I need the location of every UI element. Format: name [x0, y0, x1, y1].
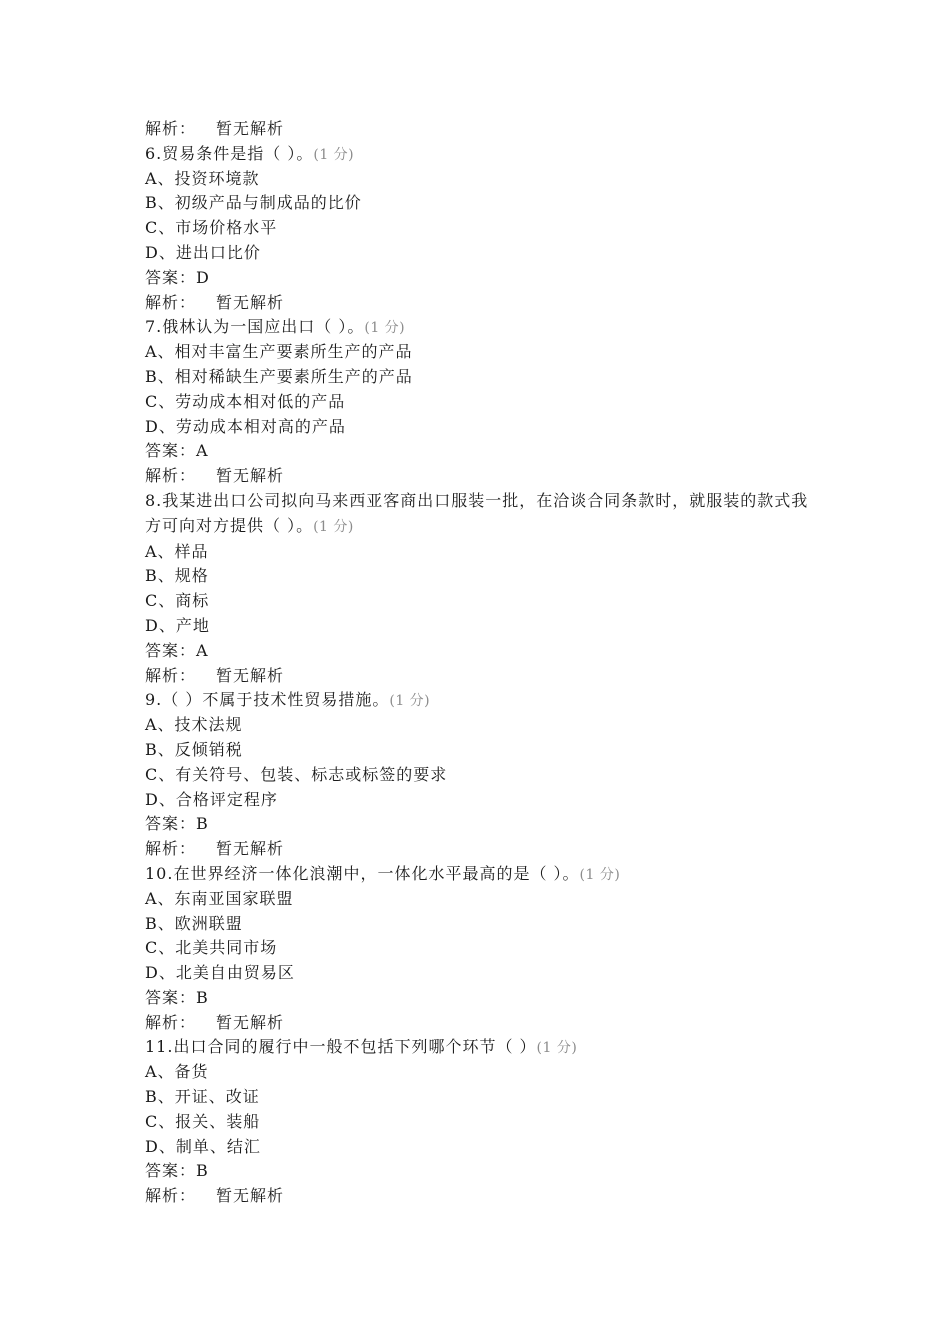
analysis-label: 解析：	[145, 119, 197, 138]
option-b: B、规格	[145, 566, 209, 586]
analysis-text: 暂无解析	[216, 119, 285, 138]
answer-value: D	[196, 267, 210, 287]
option-d: D、合格评定程序	[145, 789, 278, 809]
analysis-line: 解析： 暂无解析	[145, 466, 285, 486]
question-stem: 6.贸易条件是指（ ）。(1 分)	[145, 143, 355, 163]
question-score: (1 分)	[313, 518, 354, 535]
option-c: C、市场价格水平	[145, 218, 278, 238]
option-b: B、开证、改证	[145, 1087, 260, 1107]
option-c: C、商标	[145, 591, 210, 611]
option-d: D、进出口比价	[145, 242, 261, 262]
analysis-text: 暂无解析	[216, 1012, 285, 1032]
option-a: A、东南亚国家联盟	[145, 888, 294, 908]
answer-line: 答案：B	[145, 814, 209, 834]
answer-value: A	[196, 640, 209, 660]
option-c: C、北美共同市场	[145, 938, 278, 958]
question-block	[145, 862, 825, 1036]
analysis-line: 解析： 暂无解析	[145, 292, 285, 312]
question-stem: 9.（ ）不属于技术性贸易措施。(1 分)	[145, 690, 431, 710]
option-a: A、备货	[145, 1062, 209, 1082]
document-body	[145, 117, 825, 1209]
option-d: D、北美自由贸易区	[145, 963, 295, 983]
option-a: A、技术法规	[145, 715, 243, 735]
option-b: B、欧洲联盟	[145, 913, 243, 933]
answer-value: A	[196, 441, 209, 461]
answer-line: 答案：A	[145, 640, 209, 660]
option-d: D、制单、结汇	[145, 1136, 261, 1156]
option-d: D、劳动成本相对高的产品	[145, 416, 346, 436]
question-block	[145, 688, 825, 862]
option-c: C、劳动成本相对低的产品	[145, 391, 346, 411]
option-c: C、报关、装船	[145, 1111, 261, 1131]
answer-line: 答案：A	[145, 441, 209, 461]
answer-line: 答案：D	[145, 267, 210, 287]
question-score: (1 分)	[579, 866, 621, 883]
option-b: B、初级产品与制成品的比价	[145, 193, 362, 213]
answer-line: 答案：B	[145, 1161, 209, 1181]
analysis-text: 暂无解析	[216, 1186, 285, 1206]
question-score: (1 分)	[313, 146, 355, 163]
answer-value: B	[196, 814, 209, 834]
question-score: (1 分)	[389, 693, 431, 710]
option-a: A、相对丰富生产要素所生产的产品	[145, 342, 413, 362]
question-stem: 7.俄林认为一国应出口（ ）。(1 分)	[145, 317, 406, 337]
question-stem: 8.我某进出口公司拟向马来西亚客商出口服装一批，在洽谈合同条款时，就服装的款式我方可向对方提供（ ）。(1 分)	[145, 490, 809, 535]
analysis-text: 暂无解析	[216, 665, 285, 685]
answer-value: B	[196, 987, 209, 1007]
question-score: (1 分)	[536, 1040, 578, 1057]
analysis-text: 暂无解析	[216, 839, 285, 859]
analysis-text: 暂无解析	[216, 292, 285, 312]
question-stem: 10.在世界经济一体化浪潮中，一体化水平最高的是（ ）。(1 分)	[145, 863, 621, 883]
question-stem: 11.出口合同的履行中一般不包括下列哪个环节（ ）(1 分)	[145, 1037, 578, 1057]
question-block	[145, 489, 825, 688]
option-c: C、有关符号、包装、标志或标签的要求	[145, 764, 448, 784]
analysis-line	[145, 117, 825, 142]
option-a: A、投资环境款	[145, 168, 260, 188]
question-block	[145, 1035, 825, 1209]
analysis-text: 暂无解析	[216, 466, 285, 486]
analysis-line: 解析： 暂无解析	[145, 665, 285, 685]
question-block	[145, 315, 825, 489]
option-d: D、产地	[145, 615, 210, 635]
question-block	[145, 142, 825, 316]
analysis-line: 解析： 暂无解析	[145, 1012, 285, 1032]
option-a: A、样品	[145, 541, 209, 561]
option-b: B、反倾销税	[145, 739, 243, 759]
question-score: (1 分)	[364, 320, 406, 337]
analysis-line: 解析： 暂无解析	[145, 1186, 285, 1206]
answer-line: 答案：B	[145, 987, 209, 1007]
option-b: B、相对稀缺生产要素所生产的产品	[145, 366, 413, 386]
answer-value: B	[196, 1161, 209, 1181]
analysis-line: 解析： 暂无解析	[145, 839, 285, 859]
